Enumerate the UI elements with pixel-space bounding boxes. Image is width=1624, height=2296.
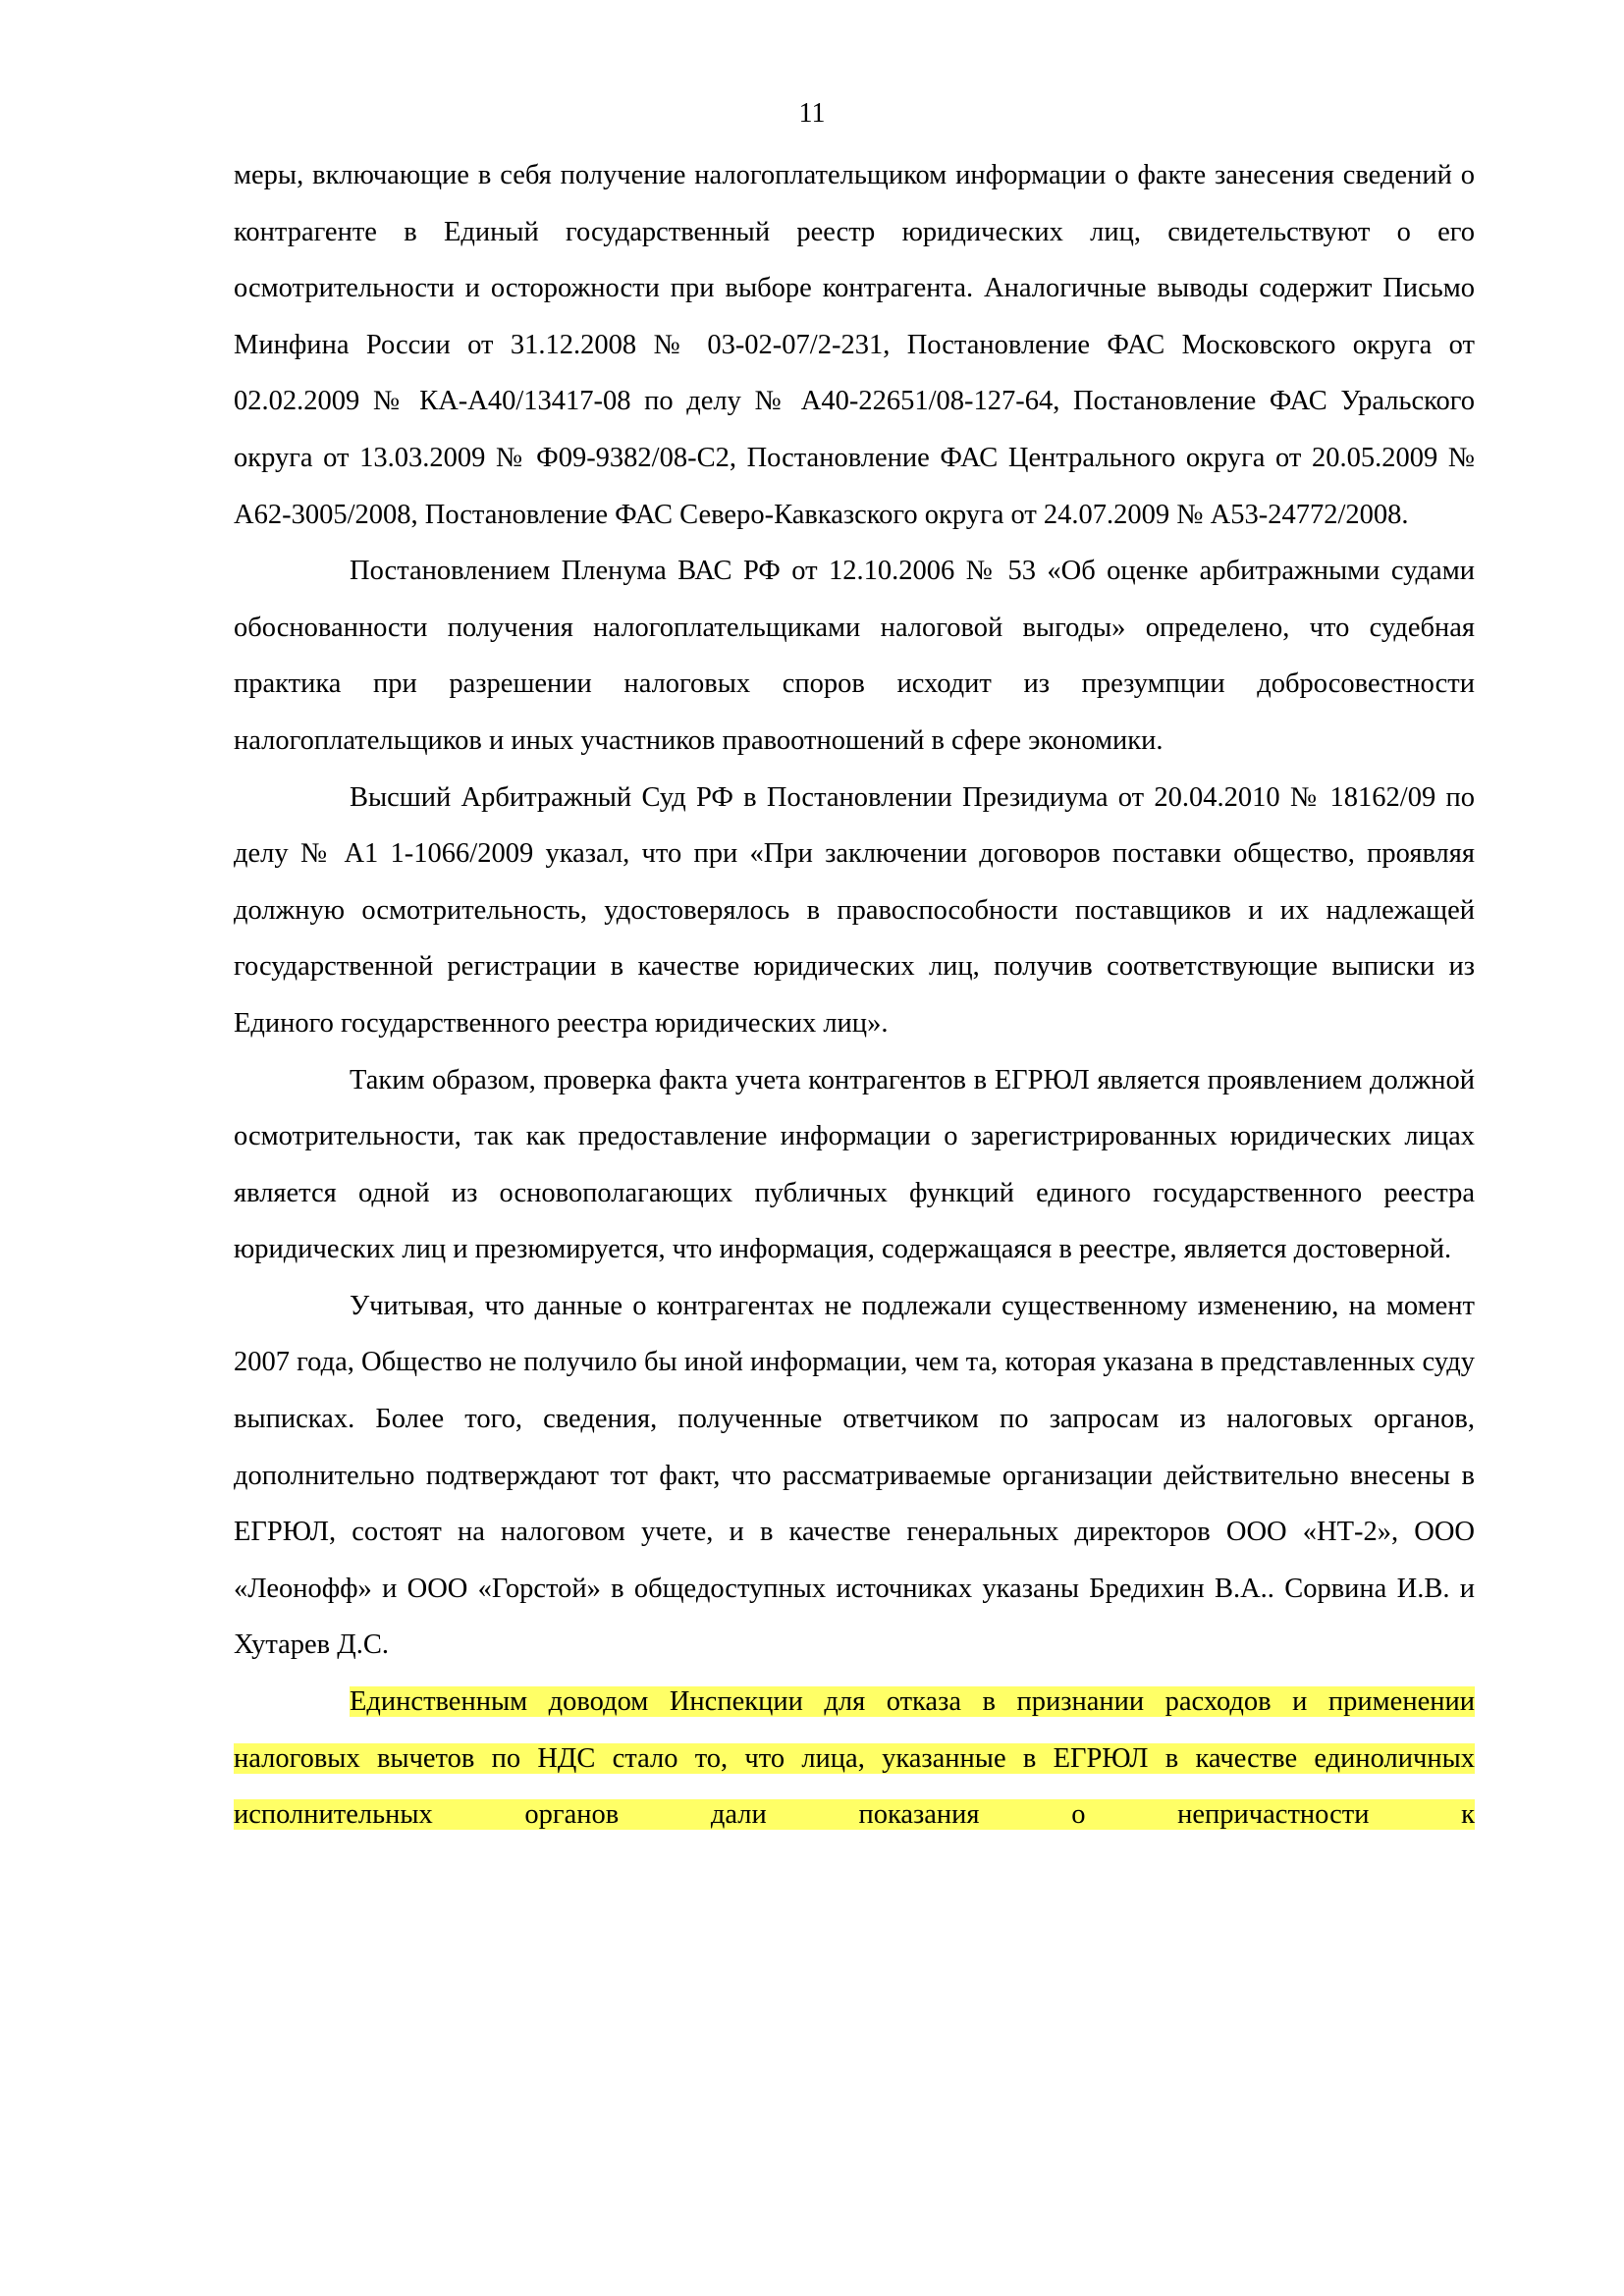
- paragraph-counterparty-data: Учитывая, что данные о контрагентах не подлежали существенному изменению, на момент 2007 года, Общество не получило бы иной информации, чем та, которая указана в представленных суду выписках. Более того, сведения, полученные ответчиком по запросам из налоговых органов, дополнительно подтверждают тот факт, что рассматриваемые организации действительно внесены в ЕГРЮЛ, состоят на налоговом учете, и в качестве генеральных директоров ООО «НТ-2», ООО «Леонофф» и ООО «Горстой» в общедоступных источниках указаны Бредихин В.А.. Сорвина И.В. и Хутарев Д.С.: [234, 1290, 1475, 1661]
- document-body: [234, 147, 1475, 1843]
- page-number: 11: [798, 98, 826, 129]
- paragraph-plenum-resolution: Постановлением Пленума ВАС РФ от 12.10.2006 № 53 «Об оценке арбитражными судами обоснованности получения налогоплательщиками налоговой выгоды» определено, что судебная практика при разрешении налоговых споров исходит из презумпции добросовестности налогоплательщиков и иных участников правоотношений в сфере экономики.: [234, 556, 1475, 756]
- paragraph-inspection-argument: [234, 1674, 1475, 1843]
- paragraph-due-diligence: Таким образом, проверка факта учета контрагентов в ЕГРЮЛ является проявлением должной осмотрительности, так как предоставление информации о зарегистрированных юридических лицах является одной из основополагающих публичных функций единого государственного реестра юридических лиц и презюмируется, что информация, содержащаяся в реестре, является достоверной.: [234, 1064, 1475, 1265]
- highlighted-text: Единственным доводом Инспекции для отказа в признании расходов и применении налоговых вычетов по НДС стало то, что лица, указанные в ЕГРЮЛ в качестве единоличных исполнительных органов дали показания о непричастности к: [234, 1686, 1475, 1831]
- paragraph-supreme-arbitration-court: Высший Арбитражный Суд РФ в Постановлении Президиума от 20.04.2010 № 18162/09 по делу № А1 1-1066/2009 указал, что при «При заключении договоров поставки общество, проявляя должную осмотрительность, удостоверялось в правоспособности поставщиков и их надлежащей государственной регистрации в качестве юридических лиц, получив соответствующие выписки из Единого государственного реестра юридических лиц».: [234, 781, 1475, 1039]
- paragraph-continuation: меры, включающие в себя получение налогоплательщиком информации о факте занесения сведений о контрагенте в Единый государственный реестр юридических лиц, свидетельствуют о его осмотрительности и осторожности при выборе контрагента. Аналогичные выводы содержит Письмо Минфина России от 31.12.2008 № 03-02-07/2-231, Постановление ФАС Московского округа от 02.02.2009 № КА-А40/13417-08 по делу № А40-22651/08-127-64, Постановление ФАС Уральского округа от 13.03.2009 № Ф09-9382/08-С2, Постановление ФАС Центрального округа от 20.05.2009 № А62-3005/2008, Постановление ФАС Северо-Кавказского округа от 24.07.2009 № А53-24772/2008.: [234, 160, 1475, 530]
